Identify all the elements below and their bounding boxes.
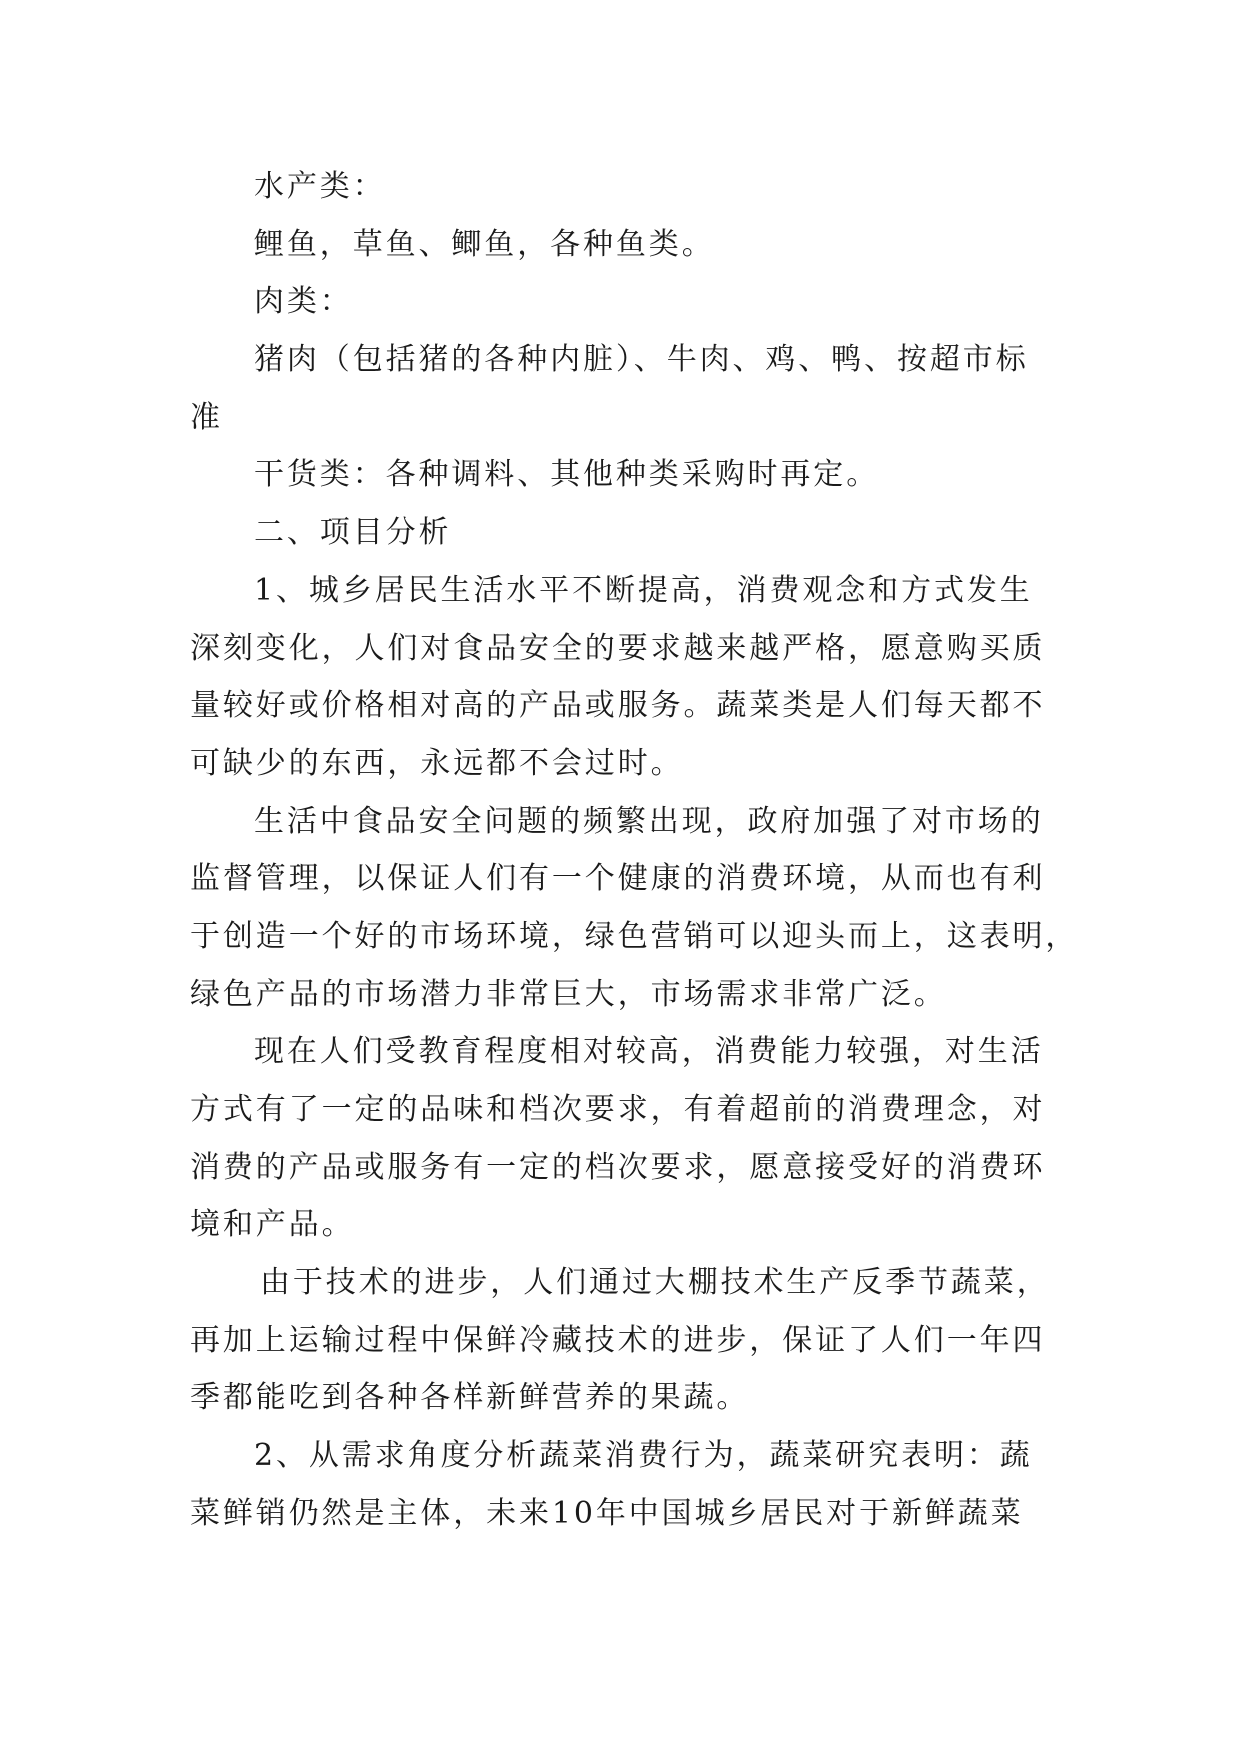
- text-line: 现在人们受教育程度相对较高，消费能力较强，对生活: [254, 1034, 1044, 1070]
- text-line: 再加上运输过程中保鲜冷藏技术的进步，保证了人们一年四: [190, 1322, 1046, 1358]
- text-line: 监督管理，以保证人们有一个健康的消费环境，从而也有利: [190, 861, 1046, 897]
- section-heading: 二、项目分析: [254, 515, 452, 551]
- text-line: 鲤鱼，草鱼、鲫鱼，各种鱼类。: [254, 226, 715, 262]
- text-line: 准: [190, 399, 223, 435]
- text-line: 菜鲜销仍然是主体，未来10年中国城乡居民对于新鲜蔬菜: [190, 1495, 1024, 1531]
- text-line: 可缺少的东西，永远都不会过时。: [190, 745, 684, 781]
- text-line: 于创造一个好的市场环境，绿色营销可以迎头而上，这表明，: [190, 918, 1079, 954]
- text-line: 方式有了一定的品味和档次要求，有着超前的消费理念，对: [190, 1092, 1046, 1127]
- text-line: 1、城乡居民生活水平不断提高，消费观念和方式发生: [254, 572, 1033, 608]
- text-line: 肉类：: [254, 284, 353, 320]
- text-line: 深刻变化，人们对食品安全的要求越来越严格，愿意购买质: [190, 630, 1046, 666]
- document-body: [190, 158, 1079, 1543]
- text-line: 生活中食品安全问题的频繁出现，政府加强了对市场的: [254, 803, 1044, 839]
- text-line: 消费的产品或服务有一定的档次要求，愿意接受好的消费环: [190, 1149, 1046, 1185]
- text-line: 猪肉（包括猪的各种内脏）、牛肉、鸡、鸭、按超市标: [254, 342, 1029, 378]
- text-line: 绿色产品的市场潜力非常巨大，市场需求非常广泛。: [190, 976, 947, 1012]
- text-line: 由于技术的进步，人们通过大棚技术生产反季节蔬菜，: [260, 1265, 1050, 1301]
- text-line: 季都能吃到各种各样新鲜营养的果蔬。: [190, 1380, 750, 1416]
- text-line: 水产类：: [254, 169, 386, 204]
- text-line: 境和产品。: [190, 1207, 355, 1243]
- text-line: 2、从需求角度分析蔬菜消费行为，蔬菜研究表明：蔬: [254, 1438, 1033, 1474]
- text-line: 量较好或价格相对高的产品或服务。蔬菜类是人们每天都不: [190, 688, 1046, 724]
- text-line: 干货类：各种调料、其他种类采购时再定。: [254, 457, 880, 493]
